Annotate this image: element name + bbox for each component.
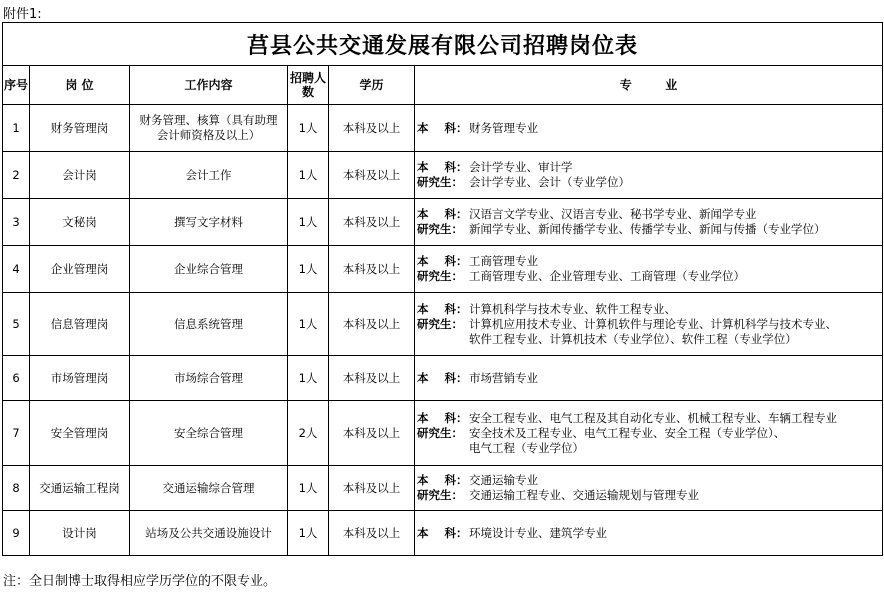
- recruitment-table: [2, 22, 883, 556]
- degree-label: [417, 332, 469, 347]
- row-major: [415, 466, 883, 511]
- major-line: [417, 160, 882, 175]
- row-major: [415, 356, 883, 401]
- row-edu: 本科及以上: [329, 246, 415, 293]
- major-text: 市场营销专业: [469, 370, 538, 385]
- degree-label: 研究生：: [417, 269, 463, 283]
- major-line: [417, 121, 882, 136]
- row-count: 1人: [288, 293, 329, 356]
- footnote: 注：全日制博士取得相应学历学位的不限专业。: [3, 574, 277, 589]
- row-count: 1人: [288, 466, 329, 511]
- degree-label: 本 科：: [417, 301, 468, 316]
- major-text: 计算机科学与技术专业、软件工程专业、: [469, 301, 676, 316]
- row-edu: 本科及以上: [329, 199, 415, 246]
- row-no: 7: [3, 401, 30, 466]
- degree-label: 本 科：: [417, 207, 468, 221]
- attachment-label: 附件1:: [3, 7, 42, 22]
- header-post: 岗 位: [30, 66, 130, 105]
- row-no: 6: [3, 356, 30, 401]
- row-edu: 本科及以上: [329, 356, 415, 401]
- table-row: [3, 511, 883, 556]
- row-post: 安全管理岗: [30, 401, 130, 466]
- row-major: [415, 511, 883, 556]
- row-major: [415, 293, 883, 356]
- table-row: [3, 246, 883, 293]
- row-count: 1人: [288, 152, 329, 199]
- major-line: [417, 175, 882, 190]
- header-edu: 学历: [329, 66, 415, 105]
- row-post: 企业管理岗: [30, 246, 130, 293]
- row-major: [415, 246, 883, 293]
- major-line: [417, 371, 882, 386]
- row-content: 市场综合管理: [130, 356, 288, 401]
- degree-label: 研究生：: [417, 425, 463, 440]
- major-line: [417, 207, 882, 222]
- major-text: 电气工程（专业学位）: [469, 440, 584, 455]
- row-post: 财务管理岗: [30, 105, 130, 152]
- row-content: 会计工作: [130, 152, 288, 199]
- row-post: 市场管理岗: [30, 356, 130, 401]
- table-row: [3, 401, 883, 466]
- row-content: 财务管理、核算（具有助理会计师资格及以上）: [130, 105, 288, 152]
- row-major: [415, 401, 883, 466]
- major-line: [417, 254, 882, 269]
- table-row: [3, 466, 883, 511]
- row-count: 1人: [288, 105, 329, 152]
- degree-label: 本 科：: [417, 254, 468, 268]
- major-line: [417, 332, 882, 347]
- degree-label: 研究生：: [417, 175, 463, 189]
- major-text: 会计学专业、会计（专业学位）: [469, 175, 630, 189]
- table-row: [3, 199, 883, 246]
- row-edu: 本科及以上: [329, 401, 415, 466]
- row-no: 3: [3, 199, 30, 246]
- header-major: 专 业: [415, 66, 883, 105]
- degree-label: 研究生：: [417, 222, 463, 236]
- major-line: [417, 317, 882, 332]
- degree-label: 研究生：: [417, 488, 463, 502]
- major-text: 安全技术及工程专业、电气工程专业、安全工程（专业学位）、: [469, 425, 786, 440]
- degree-label: 本 科：: [417, 525, 468, 540]
- row-post: 文秘岗: [30, 199, 130, 246]
- degree-label: 本 科：: [417, 410, 468, 425]
- row-content: 撰写文字材料: [130, 199, 288, 246]
- degree-label: 本 科：: [417, 120, 468, 135]
- major-line: [417, 411, 882, 426]
- row-post: 信息管理岗: [30, 293, 130, 356]
- major-text: 环境设计专业、建筑学专业: [469, 525, 607, 540]
- header-row: [3, 66, 883, 105]
- major-text: 计算机应用技术专业、计算机软件与理论专业、计算机科学与技术专业、: [469, 316, 837, 331]
- row-edu: 本科及以上: [329, 511, 415, 556]
- major-line: [417, 473, 882, 488]
- major-text: 新闻学专业、新闻传播学专业、传播学专业、新闻与传播（专业学位）: [469, 222, 826, 236]
- table-row: [3, 152, 883, 199]
- major-text: 软件工程专业、计算机技术（专业学位）、软件工程（专业学位）: [469, 331, 797, 346]
- header-count: 招聘人数: [288, 66, 329, 105]
- table-row: [3, 105, 883, 152]
- row-count: 1人: [288, 199, 329, 246]
- row-no: 5: [3, 293, 30, 356]
- major-line: [417, 269, 882, 284]
- header-content: 工作内容: [130, 66, 288, 105]
- major-line: [417, 302, 882, 317]
- row-edu: 本科及以上: [329, 293, 415, 356]
- major-line: [417, 222, 882, 237]
- major-text: 财务管理专业: [469, 120, 538, 135]
- major-text: 汉语言文学专业、汉语言专业、秘书学专业、新闻学专业: [469, 207, 757, 221]
- degree-label: 本 科：: [417, 473, 468, 487]
- row-no: 2: [3, 152, 30, 199]
- row-no: 9: [3, 511, 30, 556]
- row-count: 1人: [288, 356, 329, 401]
- row-content: 站场及公共交通设施设计: [130, 511, 288, 556]
- major-text: 工商管理专业、企业管理专业、工商管理（专业学位）: [469, 269, 745, 283]
- degree-label: 研究生：: [417, 316, 463, 331]
- row-major: [415, 199, 883, 246]
- row-major: [415, 105, 883, 152]
- major-text: 安全工程专业、电气工程及其自动化专业、机械工程专业、车辆工程专业: [469, 410, 837, 425]
- degree-label: 本 科：: [417, 370, 468, 385]
- row-content: 交通运输综合管理: [130, 466, 288, 511]
- table-row: [3, 356, 883, 401]
- major-text: 会计学专业、审计学: [469, 160, 573, 174]
- major-line: [417, 441, 882, 456]
- row-post: 会计岗: [30, 152, 130, 199]
- row-edu: 本科及以上: [329, 105, 415, 152]
- row-post: 设计岗: [30, 511, 130, 556]
- major-text: 工商管理专业: [469, 254, 538, 268]
- row-count: 1人: [288, 246, 329, 293]
- row-no: 1: [3, 105, 30, 152]
- row-count: 1人: [288, 511, 329, 556]
- major-line: [417, 526, 882, 541]
- row-content: 安全综合管理: [130, 401, 288, 466]
- row-content: 信息系统管理: [130, 293, 288, 356]
- row-content: 企业综合管理: [130, 246, 288, 293]
- row-no: 4: [3, 246, 30, 293]
- row-count: 2人: [288, 401, 329, 466]
- major-line: [417, 426, 882, 441]
- degree-label: [417, 441, 469, 456]
- row-edu: 本科及以上: [329, 466, 415, 511]
- row-post: 交通运输工程岗: [30, 466, 130, 511]
- major-text: 交通运输工程专业、交通运输规划与管理专业: [469, 488, 699, 502]
- table-title: 莒县公共交通发展有限公司招聘岗位表: [3, 23, 883, 66]
- degree-label: 本 科：: [417, 160, 468, 174]
- major-line: [417, 488, 882, 503]
- row-no: 8: [3, 466, 30, 511]
- row-edu: 本科及以上: [329, 152, 415, 199]
- row-major: [415, 152, 883, 199]
- header-no: 序号: [3, 66, 30, 105]
- major-text: 交通运输专业: [469, 473, 538, 487]
- table-row: [3, 293, 883, 356]
